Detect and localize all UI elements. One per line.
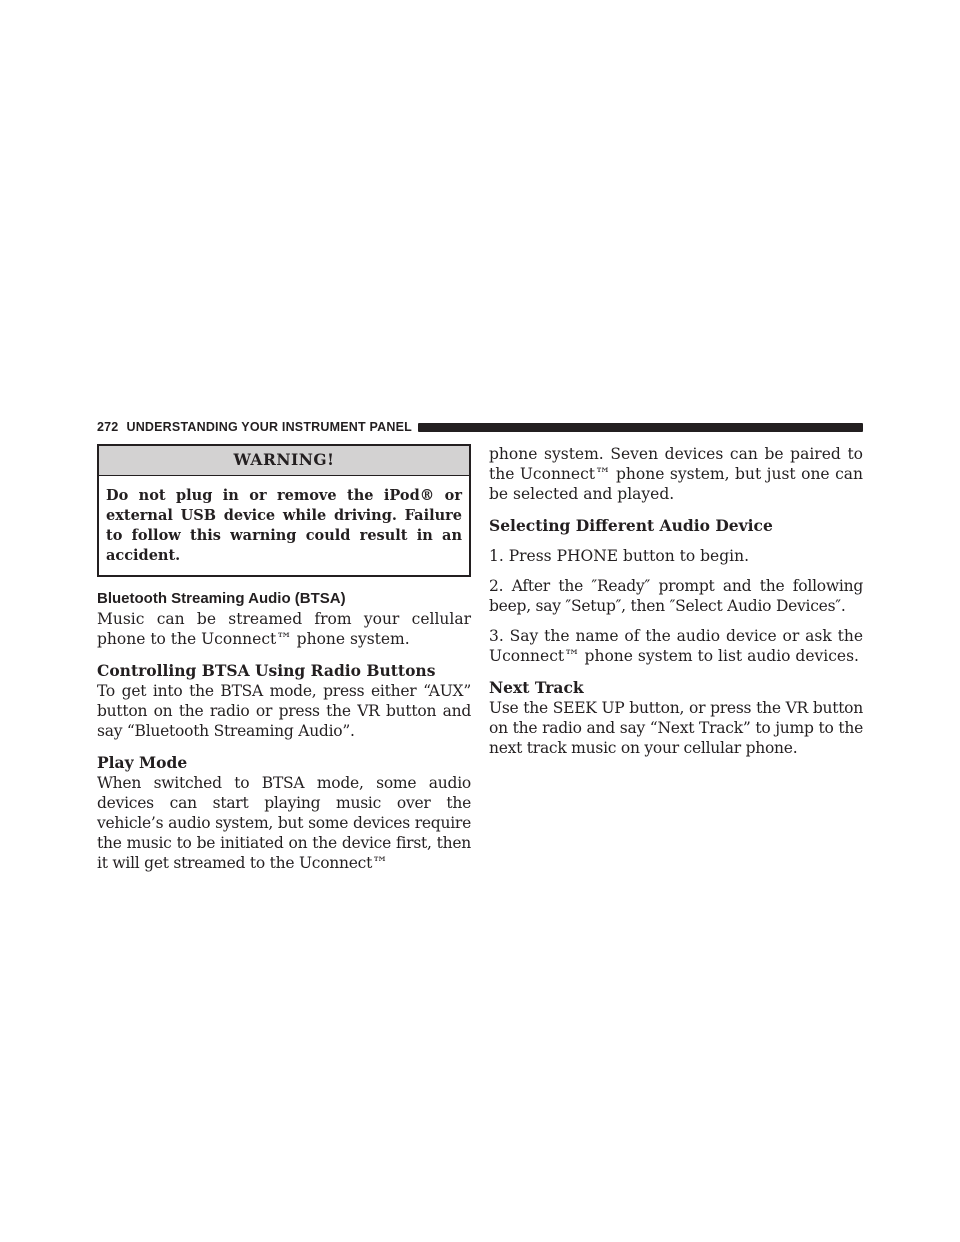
btsa-heading: Bluetooth Streaming Audio (BTSA): [97, 590, 346, 607]
controlling-heading: Controlling BTSA Using Radio Buttons: [97, 661, 436, 680]
controlling-text: To get into the BTSA mode, press either “AUX” button on the radio or press the VR button and say “Bluetooth Streaming Audio”.: [97, 682, 471, 740]
play-mode-heading: Play Mode: [97, 753, 188, 772]
btsa-intro: Music can be streamed from your cellular phone to the Uconnect™ phone system.: [97, 610, 471, 648]
selecting-heading: Selecting Different Audio Device: [489, 516, 773, 535]
step-1: 1. Press PHONE button to begin.: [489, 547, 749, 565]
warning-title: WARNING!: [99, 446, 469, 476]
header-rule: [418, 423, 863, 432]
page-number: 272: [97, 420, 119, 434]
section-title: UNDERSTANDING YOUR INSTRUMENT PANEL: [126, 420, 412, 434]
right-column: [489, 444, 863, 758]
next-track-heading: Next Track: [489, 678, 584, 697]
page-header: [97, 419, 863, 435]
play-mode-text: When switched to BTSA mode, some audio devices can start playing music over the vehicle’s audio system, but some devices require the music to be initiated on the device first, then it will get streamed to the Uconnect™: [97, 774, 471, 872]
warning-box: [97, 444, 471, 577]
step-3: 3. Say the name of the audio device or ask the Uconnect™ phone system to list audio devices.: [489, 627, 863, 665]
continued-text: phone system. Seven devices can be paired to the Uconnect™ phone system, but just one can be selected and played.: [489, 445, 863, 503]
warning-body: Do not plug in or remove the iPod® or external USB device while driving. Failure to follow this warning could result in an accident.: [106, 487, 462, 564]
step-2: 2. After the ″Ready″ prompt and the following beep, say ″Setup″, then ″Select Audio Devices″.: [489, 577, 863, 615]
left-column: [97, 444, 471, 873]
next-track-text: Use the SEEK UP button, or press the VR button on the radio and say “Next Track” to jump to the next track music on your cellular phone.: [489, 699, 863, 757]
